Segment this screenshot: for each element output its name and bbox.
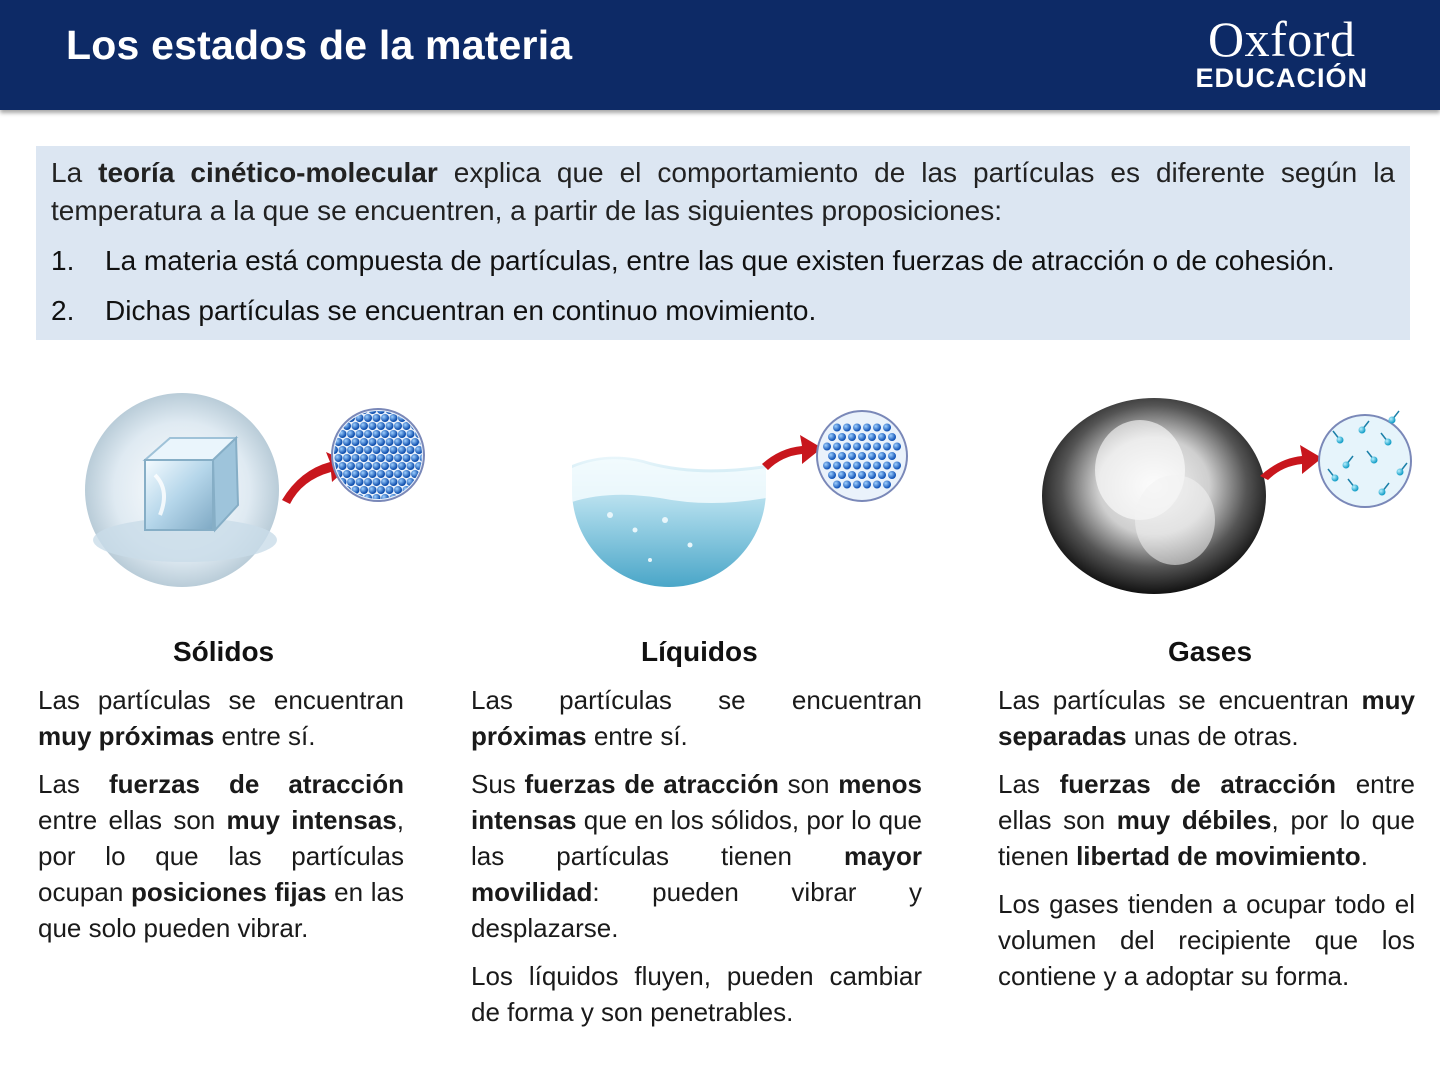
liquid-particle	[858, 452, 866, 460]
liquid-particle	[863, 443, 871, 451]
logo-subtitle: EDUCACIÓN	[1195, 63, 1368, 93]
liquid-particle	[838, 433, 846, 441]
gas-illustration	[990, 380, 1440, 610]
bold-span: fuerzas de atracción	[1059, 769, 1337, 799]
liquid-particle	[853, 443, 861, 451]
liquid-particle	[828, 471, 836, 479]
text-span: .	[1360, 841, 1368, 871]
solid-particle	[398, 430, 406, 438]
proposition-number: 1.	[51, 245, 75, 276]
intro-lead-pre: La	[51, 157, 99, 188]
solid-particle	[373, 462, 381, 470]
text-span: Las	[38, 769, 109, 799]
text-span: entre ellas son	[998, 769, 1415, 835]
text-span: , por lo que las partículas ocupan	[38, 805, 405, 907]
solid-particle	[390, 446, 398, 454]
solid-particle	[356, 462, 364, 470]
page-title: Los estados de la materia	[66, 22, 573, 68]
liquid-particle	[873, 424, 881, 432]
liquid-particle	[853, 481, 861, 489]
solid-particle	[386, 422, 394, 430]
solid-particle	[381, 446, 389, 454]
liquids-paragraph-3: Los líquidos fluyen, pueden cambiar de forma y son penetrables.	[471, 961, 922, 1027]
solid-particle	[364, 430, 372, 438]
liquid-particle	[888, 452, 896, 460]
solid-particle	[364, 414, 372, 422]
solid-particle	[339, 462, 347, 470]
liquid-particle	[848, 433, 856, 441]
bold-span: próximas	[471, 721, 587, 751]
liquid-particle	[843, 443, 851, 451]
solid-particle	[386, 438, 394, 446]
solid-particle	[339, 414, 347, 422]
solid-particle	[343, 438, 351, 446]
gases-paragraph-1	[998, 682, 1415, 754]
solids-paragraph-2	[38, 766, 404, 946]
solid-particle	[373, 478, 381, 486]
solids-heading: Sólidos	[173, 636, 275, 667]
solid-particle	[356, 478, 364, 486]
solid-particle	[377, 454, 385, 462]
solid-particle	[360, 470, 368, 478]
bold-span: posiciones fijas	[130, 877, 327, 907]
solid-particle	[386, 454, 394, 462]
text-span: Las partículas se encuentran	[998, 685, 1362, 715]
solid-particle	[373, 414, 381, 422]
liquid-particle	[883, 481, 891, 489]
solid-particle	[420, 406, 428, 414]
solid-particle	[415, 494, 423, 502]
liquid-particle	[843, 481, 851, 489]
gas-particle	[1379, 489, 1386, 496]
text-span: entre sí.	[586, 721, 688, 751]
solid-particle	[360, 454, 368, 462]
solid-particle	[326, 422, 334, 430]
liquid-particle	[868, 433, 876, 441]
liquid-particle	[833, 481, 841, 489]
solid-particle	[343, 406, 351, 414]
gas-particle	[1359, 427, 1366, 434]
solids-text	[38, 682, 404, 958]
gases-text	[998, 682, 1415, 1006]
logo-brand: Oxford	[1208, 11, 1356, 67]
solid-particle	[411, 438, 419, 446]
bold-span: muy débiles	[1116, 805, 1272, 835]
liquid-particle	[838, 452, 846, 460]
solid-particle	[339, 494, 347, 502]
solid-particle	[398, 478, 406, 486]
text-span: , por lo que tienen	[998, 805, 1416, 871]
solid-particles-icon	[326, 406, 432, 502]
solid-particle	[381, 414, 389, 422]
water-image	[572, 457, 766, 587]
gas-particle	[1332, 475, 1339, 482]
liquid-particle	[828, 452, 836, 460]
text-span: Las	[998, 769, 1060, 799]
solid-particle	[390, 414, 398, 422]
ice-cube-image	[85, 393, 279, 587]
liquid-particle	[873, 462, 881, 470]
header-bar	[0, 0, 1440, 110]
solid-particle	[377, 422, 385, 430]
liquid-particle	[863, 462, 871, 470]
solid-particle	[352, 422, 360, 430]
liquid-particle	[858, 433, 866, 441]
gas-particle	[1352, 485, 1359, 492]
solid-particle	[424, 494, 432, 502]
solid-particle	[381, 462, 389, 470]
liquid-particle	[863, 424, 871, 432]
solid-particle	[403, 406, 411, 414]
smoke-image	[1042, 398, 1266, 594]
liquid-particle	[878, 433, 886, 441]
liquid-particle	[858, 471, 866, 479]
gases-paragraph-2	[998, 766, 1415, 874]
liquid-particle	[863, 481, 871, 489]
gas-particle	[1343, 462, 1350, 469]
solid-particle	[373, 446, 381, 454]
solid-particle	[377, 470, 385, 478]
solid-particle	[364, 446, 372, 454]
solid-particle	[326, 486, 334, 494]
solid-particle	[326, 406, 334, 414]
gas-particle	[1397, 469, 1404, 476]
liquid-particle	[843, 462, 851, 470]
intro-lead	[51, 154, 1395, 230]
oxford-logo	[1195, 11, 1368, 93]
solid-particle	[369, 422, 377, 430]
solid-particle	[403, 454, 411, 462]
bold-span: muy intensas	[226, 805, 397, 835]
solid-particle	[343, 470, 351, 478]
solid-particle	[377, 486, 385, 494]
red-arrow-icon	[762, 435, 822, 470]
text-span: unas de otras.	[1126, 721, 1299, 751]
solid-particle	[386, 470, 394, 478]
solid-particle	[407, 494, 415, 502]
solid-particle	[373, 430, 381, 438]
liquid-particle	[823, 443, 831, 451]
solid-particle	[356, 446, 364, 454]
bold-span: fuerzas de atracción	[524, 769, 779, 799]
solid-particle	[411, 454, 419, 462]
solid-particle	[352, 454, 360, 462]
solid-particle	[394, 470, 402, 478]
solid-illustration	[0, 380, 460, 610]
solid-particle	[407, 430, 415, 438]
liquid-particle	[873, 481, 881, 489]
gas-particles-icon	[1319, 411, 1411, 507]
proposition-item	[51, 242, 1395, 280]
intro-lead-bold: teoría cinético-molecular	[98, 157, 438, 188]
solid-particle	[335, 486, 343, 494]
solid-particle	[360, 422, 368, 430]
liquid-particle	[883, 443, 891, 451]
solid-particle	[424, 462, 432, 470]
liquid-particle	[888, 471, 896, 479]
solid-particle	[407, 446, 415, 454]
solid-particle	[424, 430, 432, 438]
solid-particle	[347, 478, 355, 486]
solid-particle	[381, 478, 389, 486]
solid-particle	[424, 478, 432, 486]
liquid-particle	[828, 433, 836, 441]
liquid-particle	[823, 462, 831, 470]
liquid-particle	[843, 424, 851, 432]
liquid-particle	[878, 452, 886, 460]
solid-particle	[360, 486, 368, 494]
solid-particle	[403, 438, 411, 446]
solid-particle	[364, 462, 372, 470]
solid-particle	[390, 478, 398, 486]
solid-particle	[394, 454, 402, 462]
liquids-paragraph-2	[471, 766, 922, 946]
solid-particle	[386, 486, 394, 494]
gas-particle	[1337, 437, 1344, 444]
text-span: son	[778, 769, 839, 799]
solid-particle	[343, 454, 351, 462]
solid-particle	[394, 422, 402, 430]
bold-span: muy próximas	[38, 721, 215, 751]
liquid-particle	[893, 462, 901, 470]
solid-particle	[420, 422, 428, 430]
solid-particle	[356, 430, 364, 438]
solid-particle	[335, 454, 343, 462]
bold-span: fuerzas de atracción	[108, 769, 404, 799]
solid-particle	[347, 446, 355, 454]
liquid-particle	[868, 452, 876, 460]
text-span: Las partículas se encuentran	[471, 685, 922, 715]
solid-particle	[424, 414, 432, 422]
liquid-particle	[883, 424, 891, 432]
liquids-text	[471, 682, 922, 1042]
solid-particle	[352, 470, 360, 478]
liquid-particle	[893, 443, 901, 451]
solid-particle	[420, 486, 428, 494]
intro-lead-post: explica que el comportamiento de las partículas es diferente según la temperatura a la que se encuentren, a partir de las siguientes proposiciones:	[51, 157, 1395, 226]
bold-span: mayor movilidad	[471, 841, 922, 907]
solid-particle	[403, 470, 411, 478]
text-span: Las partículas se encuentran	[38, 685, 404, 715]
gas-particle	[1371, 457, 1378, 464]
solid-particle	[377, 438, 385, 446]
gas-particle	[1385, 439, 1392, 446]
proposition-number: 2.	[51, 295, 75, 326]
liquid-particle	[833, 462, 841, 470]
solid-particle	[411, 406, 419, 414]
bold-span: menos intensas	[471, 769, 922, 835]
solid-particle	[381, 430, 389, 438]
liquid-particle	[838, 471, 846, 479]
proposition-item	[51, 292, 1395, 330]
solid-particle	[390, 430, 398, 438]
solids-paragraph-1	[38, 682, 404, 754]
solid-particle	[369, 470, 377, 478]
solid-particle	[407, 462, 415, 470]
solid-particle	[369, 438, 377, 446]
liquid-particle	[868, 471, 876, 479]
liquid-particle	[833, 443, 841, 451]
liquid-particle	[848, 471, 856, 479]
liquid-particle	[853, 424, 861, 432]
solid-particle	[390, 462, 398, 470]
gases-heading: Gases	[1168, 636, 1253, 667]
solid-particle	[394, 438, 402, 446]
solid-particle	[330, 414, 338, 422]
proposition-text: La materia está compuesta de partículas, entre las que existen fuerzas de atracción o de cohesión.	[105, 245, 1335, 276]
liquid-particle	[878, 471, 886, 479]
solid-particle	[369, 454, 377, 462]
liquid-particle	[883, 462, 891, 470]
gases-paragraph-3: Los gases tienden a ocupar todo el volumen del recipiente que los contiene y a adoptar su forma.	[998, 889, 1415, 991]
liquid-particles-icon	[817, 411, 907, 501]
solid-particle	[352, 438, 360, 446]
text-span: en las que solo pueden vibrar.	[38, 877, 404, 943]
gas-particle	[1389, 417, 1396, 424]
liquids-paragraph-1	[471, 682, 922, 754]
solid-particle	[339, 446, 347, 454]
solid-particle	[364, 478, 372, 486]
liquid-particle	[833, 424, 841, 432]
liquid-particle	[848, 452, 856, 460]
text-span: que en los sólidos, por lo que las partículas tienen	[471, 805, 922, 871]
liquid-particle	[873, 443, 881, 451]
solid-particle	[330, 494, 338, 502]
text-span: entre ellas son	[38, 805, 227, 835]
text-span: entre sí.	[214, 721, 316, 751]
proposition-text: Dichas partículas se encuentran en continuo movimiento.	[105, 295, 817, 326]
intro-box	[36, 146, 1410, 340]
solid-particle	[360, 438, 368, 446]
liquid-illustration	[460, 380, 950, 610]
bold-span: muy separadas	[998, 685, 1415, 751]
solid-particle	[347, 462, 355, 470]
solid-particle	[415, 414, 423, 422]
solid-particle	[347, 430, 355, 438]
liquid-particle	[853, 462, 861, 470]
text-span: : pueden vibrar y desplazarse.	[471, 877, 922, 943]
text-span: Sus	[471, 769, 525, 799]
red-arrow-icon	[1260, 445, 1322, 480]
solid-particle	[398, 462, 406, 470]
solid-particle	[369, 486, 377, 494]
solid-particle	[398, 446, 406, 454]
solid-particle	[335, 406, 343, 414]
liquid-particle	[888, 433, 896, 441]
liquids-heading: Líquidos	[641, 636, 758, 667]
bold-span: libertad de movimiento	[1076, 841, 1361, 871]
